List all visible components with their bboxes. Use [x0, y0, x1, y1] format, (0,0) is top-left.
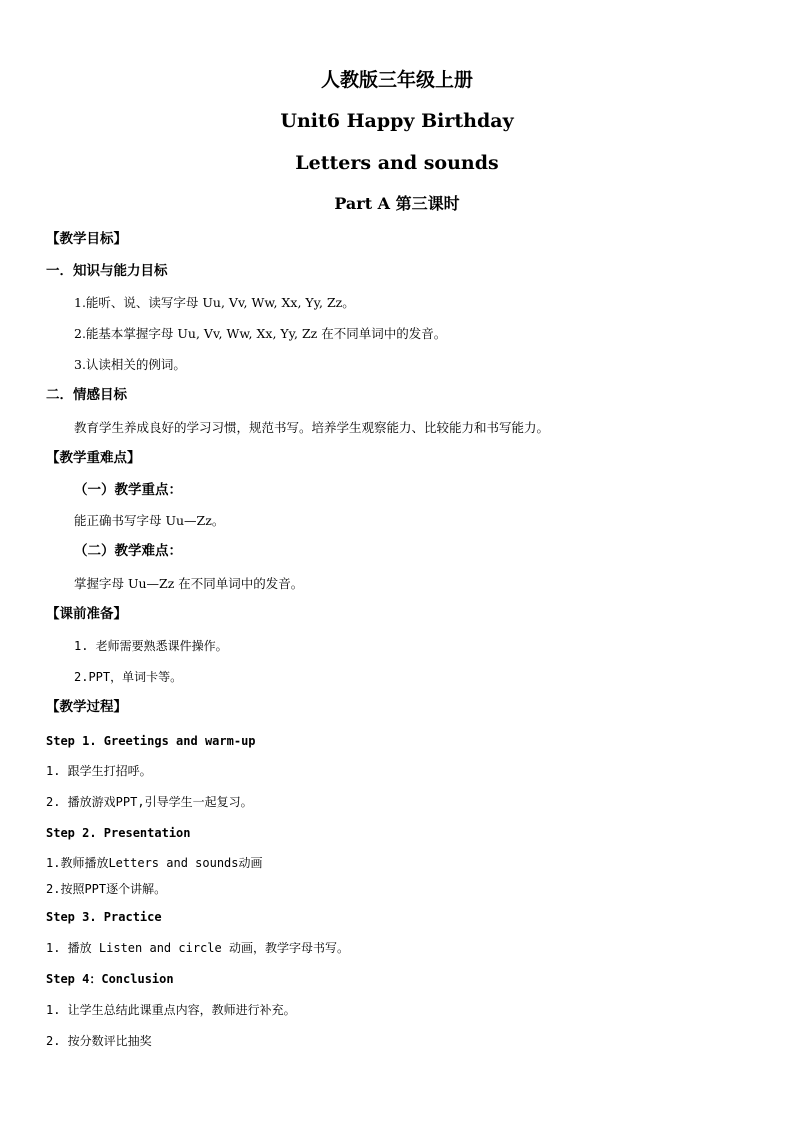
- emotion-text: 教育学生养成良好的学习习惯，规范书写。培养学生观察能力、比较能力和书写能力。: [74, 420, 550, 435]
- preparation-item: 2.PPT，单词卡等。: [74, 670, 183, 684]
- step-title: Step 3. Practice: [46, 910, 162, 924]
- emotion-heading: 二．情感目标: [46, 387, 127, 403]
- preparation-item: 1. 老师需要熟悉课件操作。: [74, 639, 228, 653]
- difficulty-heading: （二）教学难点：: [74, 543, 182, 559]
- focus-text: 能正确书写字母 Uu—Zz。: [74, 513, 225, 528]
- document-title: 人教版三年级上册: [320, 69, 473, 91]
- knowledge-item: 2.能基本掌握字母 Uu, Vv, Ww, Xx, Yy, Zz 在不同单词中的发音。: [74, 326, 447, 341]
- process-heading: 【教学过程】: [46, 699, 127, 715]
- knowledge-item: 1.能听、说、读写字母 Uu, Vv, Ww, Xx, Yy, Zz。: [74, 295, 355, 310]
- knowledge-heading: 一．知识与能力目标: [46, 263, 168, 279]
- step-title: Step 1. Greetings and warm-up: [46, 734, 256, 748]
- key-points-heading: 【教学重难点】: [46, 450, 141, 466]
- focus-heading: （一）教学重点：: [74, 482, 182, 498]
- preparation-heading: 【课前准备】: [46, 606, 127, 622]
- unit-title: Unit6 Happy Birthday: [280, 110, 514, 132]
- step-item: 1. 让学生总结此课重点内容，教师进行补充。: [46, 1003, 296, 1017]
- part-title: Part A 第三课时: [334, 194, 460, 213]
- step-title: Step 2. Presentation: [46, 826, 191, 840]
- lesson-title: Letters and sounds: [295, 152, 499, 174]
- step-item: 1. 播放 Listen and circle 动画，教学字母书写。: [46, 941, 349, 955]
- difficulty-text: 掌握字母 Uu—Zz 在不同单词中的发音。: [74, 576, 304, 591]
- step-title: Step 4：Conclusion: [46, 972, 174, 986]
- step-item: 2. 播放游戏PPT,引导学生一起复习。: [46, 795, 253, 809]
- knowledge-item: 3.认读相关的例词。: [74, 357, 186, 372]
- step-item: 2. 按分数评比抽奖: [46, 1034, 152, 1048]
- step-item: 2.按照PPT逐个讲解。: [46, 882, 167, 896]
- step-item: 1. 跟学生打招呼。: [46, 764, 152, 778]
- objectives-heading: 【教学目标】: [46, 231, 127, 247]
- step-item: 1.教师播放Letters and sounds动画: [46, 856, 263, 870]
